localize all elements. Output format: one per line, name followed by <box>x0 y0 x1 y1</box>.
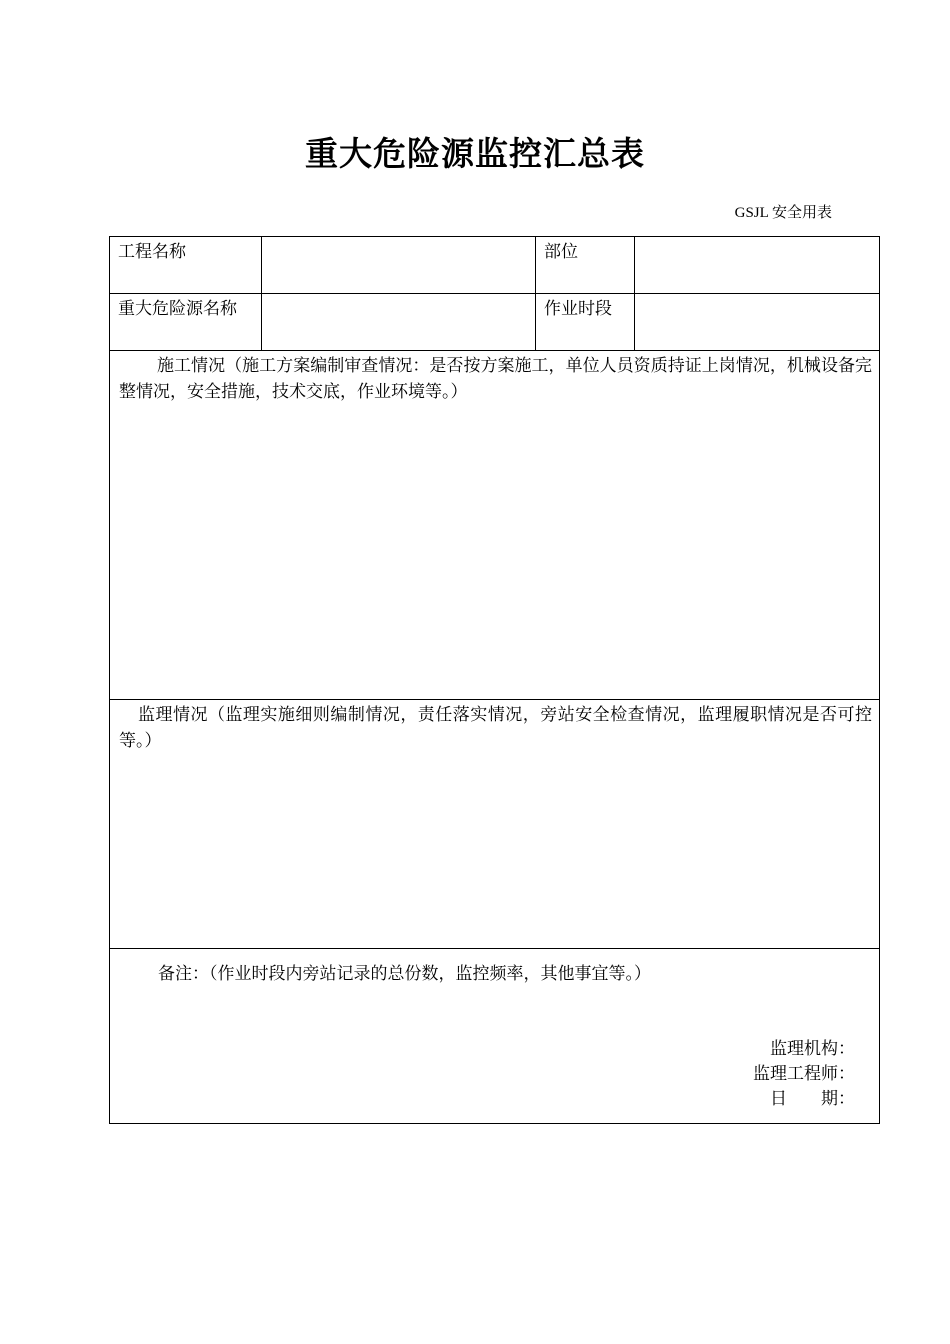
table-row <box>110 700 880 949</box>
remarks-text: 备注：（作业时段内旁站记录的总份数，监控频率，其他事宜等。） <box>158 964 651 984</box>
supervision-status-text: 监理情况（监理实施细则编制情况，责任落实情况，旁站安全检查情况，监理履职情况是否可控等。） <box>119 705 872 751</box>
remarks-section[interactable] <box>110 949 880 1124</box>
project-name-field[interactable] <box>262 237 536 294</box>
construction-status-text: 施工情况（施工方案编制审查情况：是否按方案施工，单位人员资质持证上岗情况，机械设备完整情况，安全措施，技术交底，作业环境等。） <box>119 356 872 402</box>
signoff-block <box>753 1037 855 1112</box>
table-row <box>110 237 880 294</box>
work-period-field[interactable] <box>635 294 880 351</box>
supervision-engineer-label: 监理工程师： <box>753 1064 855 1084</box>
page-title: 重大危险源监控汇总表 <box>305 134 645 173</box>
location-label: 部位 <box>536 237 635 294</box>
table-row <box>110 949 880 1124</box>
date-label: 日 期： <box>770 1089 855 1109</box>
work-period-label: 作业时段 <box>536 294 635 351</box>
construction-status-section[interactable] <box>110 351 880 700</box>
supervision-status-section[interactable] <box>110 700 880 949</box>
hazard-name-label: 重大危险源名称 <box>110 294 262 351</box>
hazard-name-field[interactable] <box>262 294 536 351</box>
location-field[interactable] <box>635 237 880 294</box>
supervision-org-label: 监理机构： <box>770 1039 855 1059</box>
project-name-label: 工程名称 <box>110 237 262 294</box>
summary-form-table <box>109 236 880 1124</box>
table-row <box>110 294 880 351</box>
table-row <box>110 351 880 700</box>
form-code: GSJL 安全用表 <box>734 205 832 221</box>
